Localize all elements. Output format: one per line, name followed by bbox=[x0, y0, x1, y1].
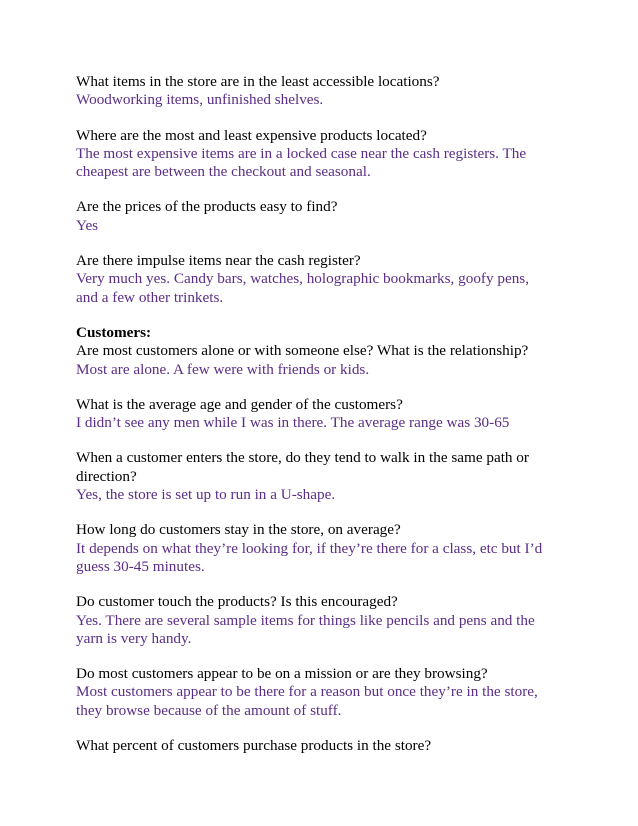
answer-touch-products-line-2: yarn is very handy. bbox=[76, 629, 192, 647]
paragraph-gap bbox=[76, 648, 576, 665]
question-touch-products: Do customer touch the products? Is this encouraged? bbox=[76, 593, 398, 611]
question-expensive-products: Where are the most and least expensive products located? bbox=[76, 126, 427, 144]
paragraph-gap bbox=[76, 720, 576, 737]
section-heading-customers: Customers: bbox=[76, 323, 152, 341]
answer-least-accessible: Woodworking items, unfinished shelves. bbox=[76, 91, 324, 109]
document-page bbox=[76, 73, 576, 755]
paragraph-gap bbox=[76, 110, 576, 127]
answer-expensive-products-line-2: cheapest are between the checkout and seasonal. bbox=[76, 163, 371, 181]
paragraph-gap bbox=[76, 235, 576, 252]
answer-stay-duration-line-2: guess 30-45 minutes. bbox=[76, 557, 205, 575]
answer-alone-or-with: Most are alone. A few were with friends or kids. bbox=[76, 360, 370, 378]
paragraph-gap bbox=[76, 432, 576, 449]
answer-mission-or-browsing-line-2: they browse because of the amount of stuff. bbox=[76, 701, 342, 719]
answer-mission-or-browsing-line-1: Most customers appear to be there for a reason but once they’re in the store, bbox=[76, 683, 538, 701]
paragraph-gap bbox=[76, 379, 576, 396]
answer-prices-easy: Yes bbox=[76, 216, 99, 234]
question-walk-path-line-1: When a customer enters the store, do they tend to walk in the same path or bbox=[76, 449, 529, 467]
answer-walk-path: Yes, the store is set up to run in a U-shape. bbox=[76, 486, 336, 504]
paragraph-gap bbox=[76, 576, 576, 593]
answer-age-gender: I didn’t see any men while I was in there. The average range was 30-65 bbox=[76, 414, 510, 432]
paragraph-gap bbox=[76, 307, 576, 324]
question-mission-or-browsing: Do most customers appear to be on a mission or are they browsing? bbox=[76, 665, 488, 683]
question-stay-duration: How long do customers stay in the store, on average? bbox=[76, 521, 401, 539]
question-impulse-items: Are there impulse items near the cash register? bbox=[76, 252, 361, 270]
question-percent-purchase: What percent of customers purchase products in the store? bbox=[76, 737, 432, 755]
paragraph-gap bbox=[76, 181, 576, 198]
question-walk-path-line-2: direction? bbox=[76, 467, 137, 485]
question-prices-easy: Are the prices of the products easy to find? bbox=[76, 198, 338, 216]
answer-touch-products-line-1: Yes. There are several sample items for things like pencils and pens and the bbox=[76, 611, 535, 629]
answer-impulse-items-line-2: and a few other trinkets. bbox=[76, 288, 224, 306]
answer-impulse-items-line-1: Very much yes. Candy bars, watches, holographic bookmarks, goofy pens, bbox=[76, 270, 529, 288]
answer-stay-duration-line-1: It depends on what they’re looking for, if they’re there for a class, etc but I’d bbox=[76, 539, 543, 557]
answer-expensive-products-line-1: The most expensive items are in a locked case near the cash registers. The bbox=[76, 144, 527, 162]
question-least-accessible: What items in the store are in the least accessible locations? bbox=[76, 73, 440, 90]
question-age-gender: What is the average age and gender of the customers? bbox=[76, 395, 403, 413]
question-alone-or-with: Are most customers alone or with someone else? What is the relationship? bbox=[76, 342, 529, 360]
paragraph-gap bbox=[76, 504, 576, 521]
